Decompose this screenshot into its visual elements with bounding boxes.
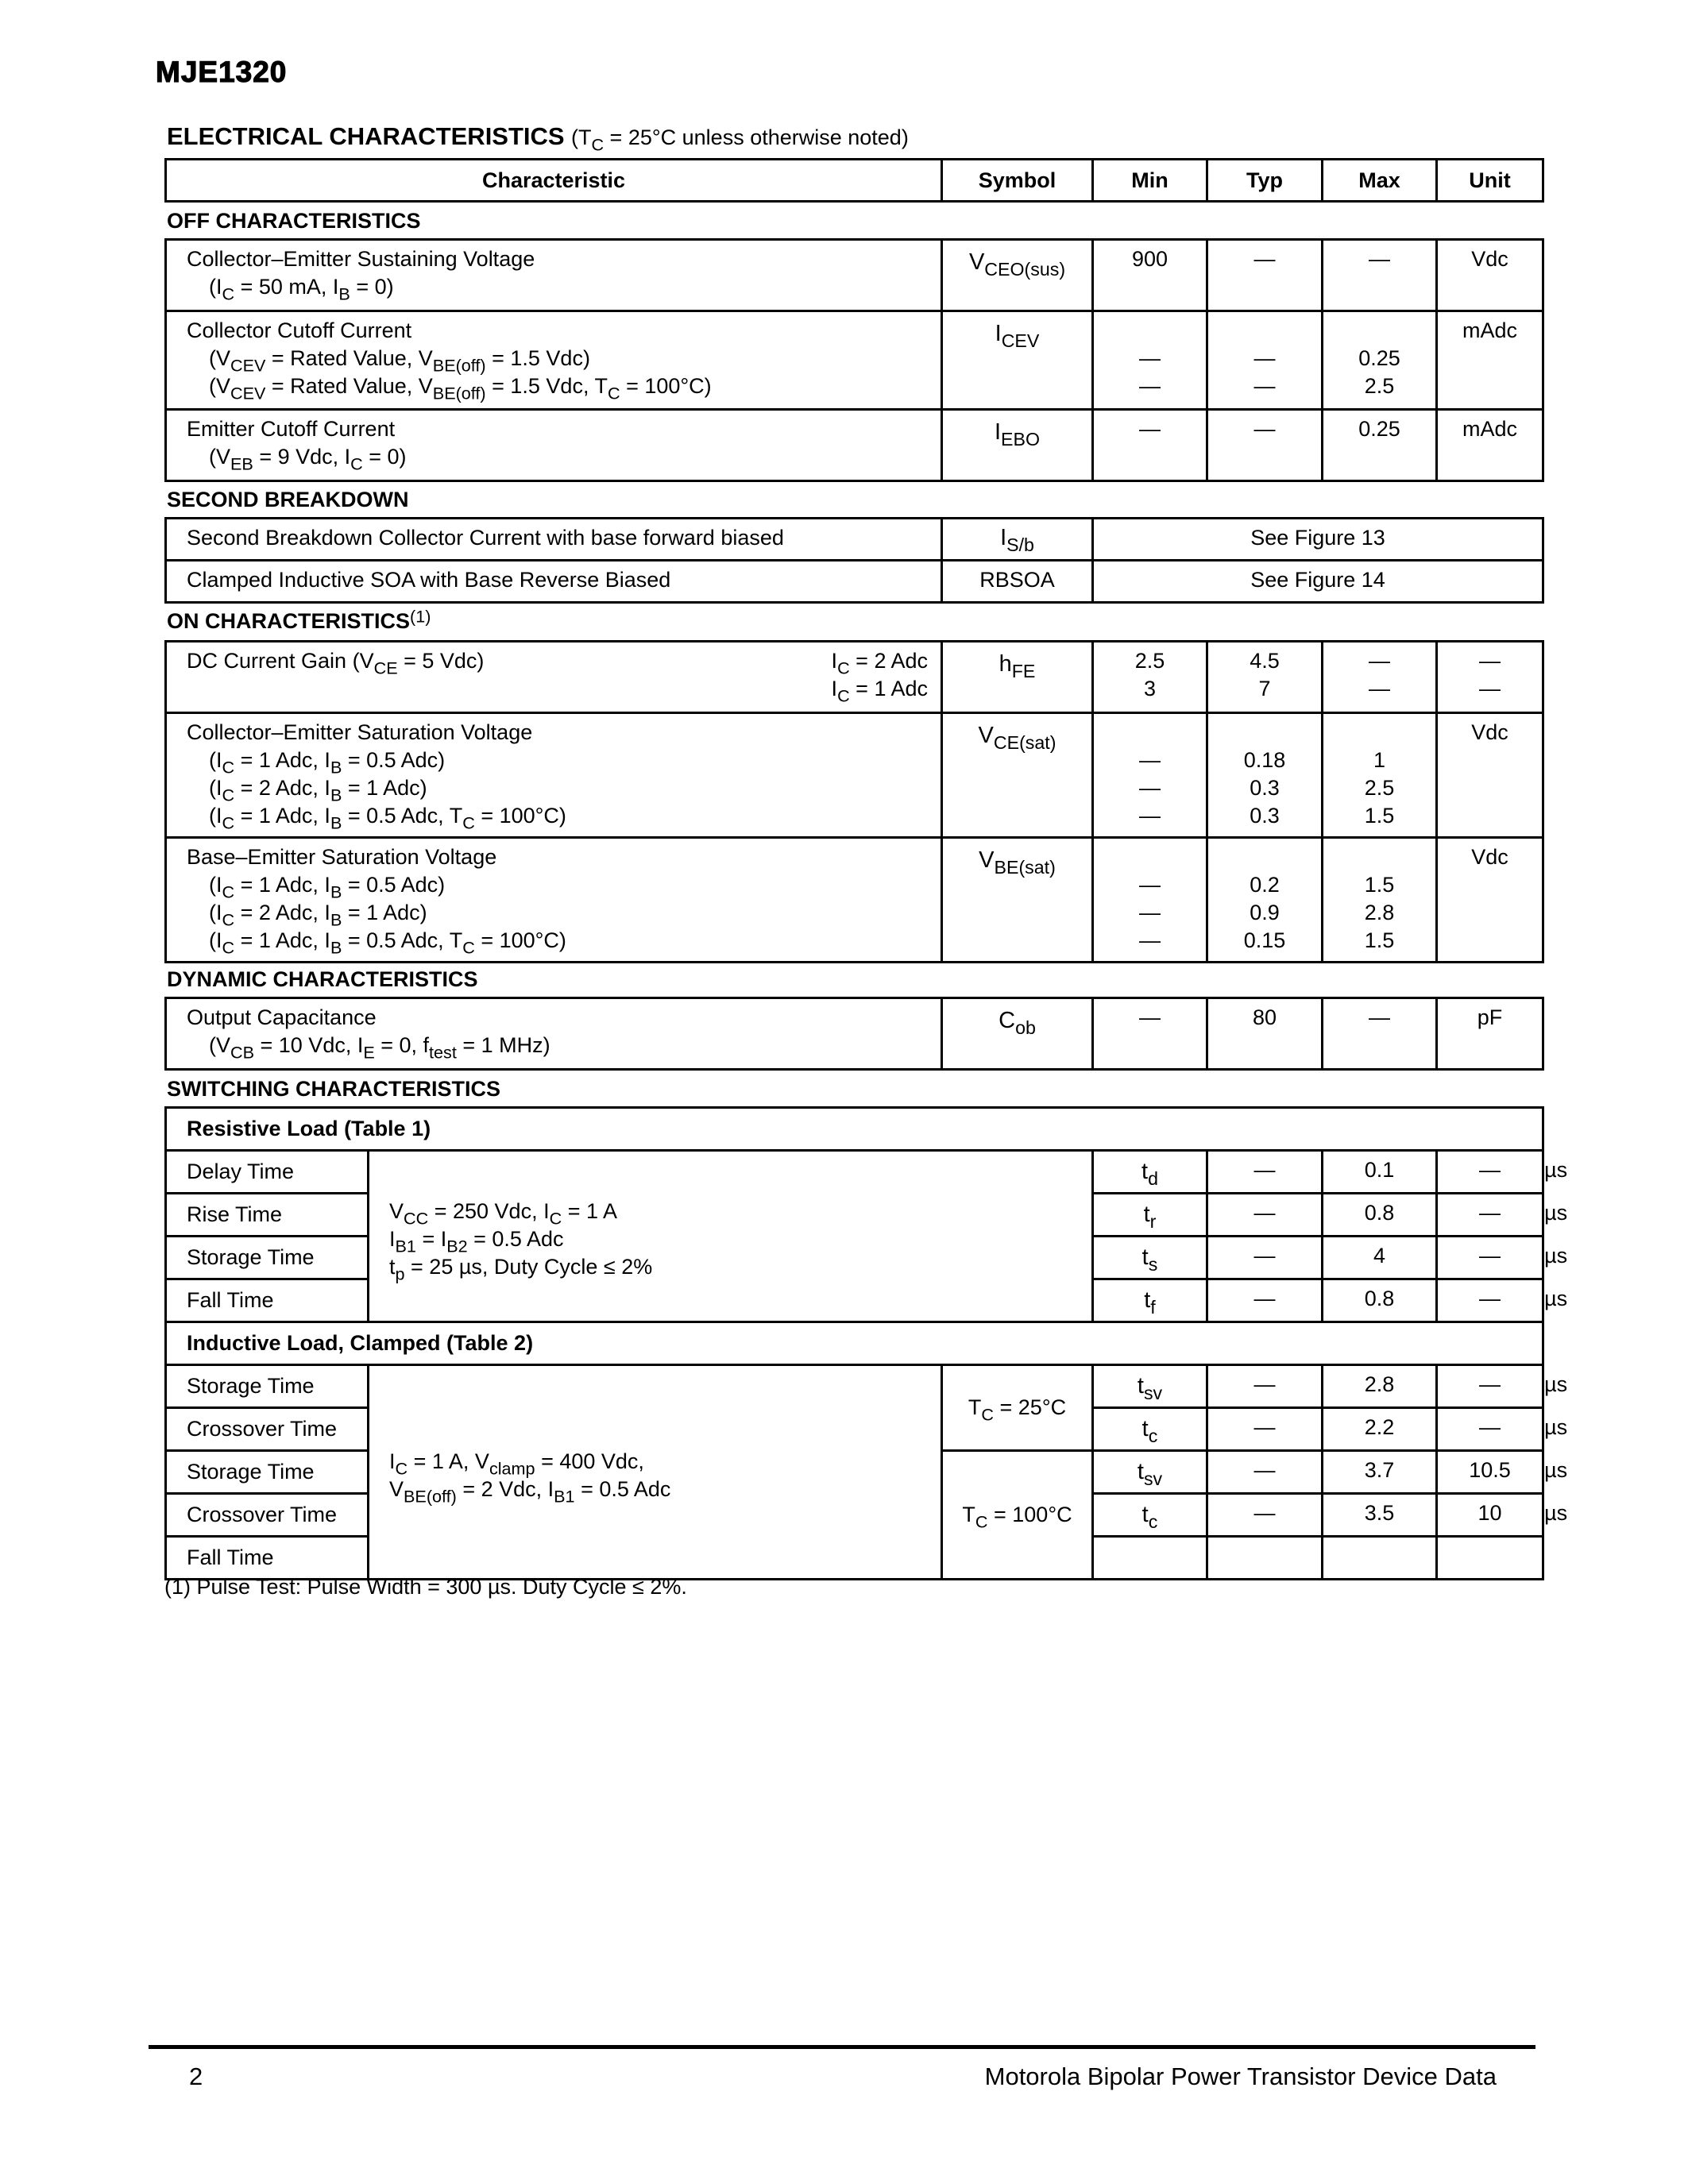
typ-cell: 0.1 [1323, 1151, 1437, 1194]
symbol-cell: $t_c$ [1093, 1494, 1207, 1537]
min-cell: — [1207, 1408, 1323, 1451]
table-row [166, 561, 1543, 603]
table-row: Storage Time $t_s$ — 4 — µs [166, 1237, 1543, 1279]
see-figure-cell: See Figure 14 [1093, 561, 1543, 603]
typ-cell: 0.2 0.9 0.15 [1207, 838, 1323, 963]
section-title: ELECTRICAL CHARACTERISTICS ($T_C = 25^\circ C$ unless otherwise noted) [167, 122, 909, 155]
col-typ: Typ [1207, 160, 1323, 202]
second-breakdown-table [164, 517, 1544, 604]
inductive-load-title: Inductive Load, Clamped (Table 2) [166, 1322, 1543, 1365]
footnote: (1) Pulse Test: Pulse Width = 300 µs. Duty Cycle ≤ 2%. [164, 1575, 687, 1599]
typ-cell: 2.8 [1323, 1365, 1437, 1408]
dynamic-table [164, 997, 1544, 1071]
resistive-conditions: $V_{CC} = 250$ Vdc, $I_C = 1$ A $I_{B1} = I_{B2} = 0.5$ Adc $t_p = 25$ µs, Duty Cycle ≤ 2% [369, 1151, 1093, 1322]
max-cell: — [1323, 240, 1437, 311]
max-cell: 0.25 [1323, 410, 1437, 481]
typ-cell: 4 [1323, 1237, 1437, 1279]
symbol-cell: $t_c$ [1093, 1408, 1207, 1451]
typ-cell: — [1207, 410, 1323, 481]
section-on: ON CHARACTERISTICS$^{(1)}$ [167, 606, 431, 633]
symbol-cell: $V_{CEO(sus)}$ [942, 240, 1093, 311]
table-row [166, 311, 1543, 410]
symbol-cell: $V_{BE(sat)}$ [942, 838, 1093, 963]
characteristic-cell: Second Breakdown Collector Current with base forward biased [166, 519, 942, 561]
table-row: Delay Time $V_{CC} = 250$ Vdc, $I_C = 1$ A $I_{B1} = I_{B2} = 0.5$ Adc $t_p = 25$ µs, Duty Cycle ≤ 2% $t_d$ — 0.1 — µs [166, 1151, 1543, 1194]
page-number: 2 [189, 2062, 203, 2090]
unit-cell: Vdc [1437, 838, 1543, 963]
unit-cell: — — [1437, 642, 1543, 713]
symbol-cell: RBSOA [942, 561, 1093, 603]
symbol-cell: $t_{sv}$ [1093, 1365, 1207, 1408]
typ-cell: — [1207, 240, 1323, 311]
max-cell: — [1323, 998, 1437, 1070]
min-cell: — [1093, 410, 1207, 481]
characteristic-cell: Fall Time [166, 1279, 369, 1322]
table-row: Crossover Time $t_c$ — 3.5 10 µs [166, 1494, 1543, 1537]
symbol-cell: $I_{EBO}$ [942, 410, 1093, 481]
table-row [166, 1322, 1543, 1365]
min-cell: — [1207, 1494, 1323, 1537]
unit-cell: Vdc [1437, 240, 1543, 311]
symbol-cell: $V_{CE(sat)}$ [942, 713, 1093, 838]
col-unit: Unit [1437, 160, 1543, 202]
column-header-table [164, 158, 1544, 203]
max-cell: — [1437, 1237, 1543, 1279]
unit-cell: Vdc [1437, 713, 1543, 838]
characteristic-cell: Fall Time [166, 1537, 369, 1580]
symbol-cell [1093, 1537, 1207, 1580]
section-second-breakdown: SECOND BREAKDOWN [167, 488, 409, 511]
col-symbol: Symbol [942, 160, 1093, 202]
max-cell: — — [1323, 642, 1437, 713]
characteristic-cell: Storage Time [166, 1451, 369, 1494]
min-cell: 2.5 3 [1093, 642, 1207, 713]
characteristic-cell: Emitter Cutoff Current ($V_{EB} = 9$ Vdc, $I_C = 0$) [166, 410, 942, 481]
typ-cell [1323, 1537, 1437, 1580]
table-row: Rise Time $t_r$ — 0.8 — µs [166, 1194, 1543, 1237]
see-figure-cell: See Figure 13 [1093, 519, 1543, 561]
min-cell: 900 [1093, 240, 1207, 311]
table-row [166, 519, 1543, 561]
table-row [166, 642, 1543, 713]
min-cell [1207, 1537, 1323, 1580]
characteristic-cell: Base–Emitter Saturation Voltage ($I_C = 1$ Adc, $I_B = 0.5$ Adc) ($I_C = 2$ Adc, $I_B = 1$ Adc) ($I_C = 1$ Adc, $I_B = 0.5$ Adc, $T_C = 100^\circ C$) [166, 838, 942, 963]
col-max: Max [1323, 160, 1437, 202]
max-cell: — [1437, 1365, 1543, 1408]
typ-cell: 2.2 [1323, 1408, 1437, 1451]
characteristic-cell: Storage Time [166, 1237, 369, 1279]
symbol-cell: $t_r$ [1093, 1194, 1207, 1237]
table-row: Crossover Time $t_c$ — 2.2 — µs [166, 1408, 1543, 1451]
symbol-cell: $h_{FE}$ [942, 642, 1093, 713]
max-cell: — [1437, 1279, 1543, 1322]
min-cell: — [1093, 998, 1207, 1070]
inductive-conditions: $I_C = 1$ A, $V_{clamp} = 400$ Vdc, $V_{BE(off)} = 2$ Vdc, $I_{B1} = 0.5$ Adc [369, 1365, 942, 1580]
min-cell: — [1207, 1151, 1323, 1194]
switching-table [164, 1106, 1568, 1580]
footer-rule [149, 2045, 1535, 2049]
min-cell: — — [1093, 311, 1207, 410]
max-cell: — [1437, 1194, 1543, 1237]
min-cell: — — — [1093, 713, 1207, 838]
part-number: MJE1320 [156, 56, 288, 88]
max-cell: 1.5 2.8 1.5 [1323, 838, 1437, 963]
typ-cell: 4.5 7 [1207, 642, 1323, 713]
min-cell: — [1207, 1451, 1323, 1494]
characteristic-cell: Storage Time [166, 1365, 369, 1408]
symbol-cell: $I_{CEV}$ [942, 311, 1093, 410]
symbol-cell: $t_s$ [1093, 1237, 1207, 1279]
table-row [166, 713, 1543, 838]
table-row: Fall Time $t_f$ — 0.8 — µs [166, 1279, 1543, 1322]
section-off: OFF CHARACTERISTICS [167, 209, 421, 233]
section-switching: SWITCHING CHARACTERISTICS [167, 1077, 500, 1101]
characteristic-cell: Delay Time [166, 1151, 369, 1194]
max-cell: 0.25 2.5 [1323, 311, 1437, 410]
off-table [164, 238, 1544, 482]
typ-cell: 0.8 [1323, 1279, 1437, 1322]
characteristic-cell: Collector–Emitter Saturation Voltage ($I_C = 1$ Adc, $I_B = 0.5$ Adc) ($I_C = 2$ Adc, $I_B = 1$ Adc) ($I_C = 1$ Adc, $I_B = 0.5$ Adc, $T_C = 100^\circ C$) [166, 713, 942, 838]
table-row: Storage Time $T_C = 100^\circ C$ $t_{sv}$ — 3.7 10.5 µs [166, 1451, 1543, 1494]
min-cell: — — — [1093, 838, 1207, 963]
min-cell: — [1207, 1194, 1323, 1237]
characteristic-cell: Clamped Inductive SOA with Base Reverse Biased [166, 561, 942, 603]
resistive-load-title: Resistive Load (Table 1) [166, 1108, 1543, 1151]
symbol-cell: $t_d$ [1093, 1151, 1207, 1194]
tc-100-cell: $T_C = 100^\circ C$ [942, 1451, 1093, 1580]
max-cell: — [1437, 1408, 1543, 1451]
characteristic-cell: Crossover Time [166, 1408, 369, 1451]
table-row: Storage Time $I_C = 1$ A, $V_{clamp} = 400$ Vdc, $V_{BE(off)} = 2$ Vdc, $I_{B1} = 0.5$ Adc $T_C = 25^\circ C$ $t_{sv}$ — 2.8 — µs [166, 1365, 1543, 1408]
symbol-cell: $t_f$ [1093, 1279, 1207, 1322]
min-cell: — [1207, 1365, 1323, 1408]
table-row [166, 410, 1543, 481]
typ-cell: 3.7 [1323, 1451, 1437, 1494]
characteristic-cell: Collector–Emitter Sustaining Voltage ($I_C = 50$ mA, $I_B = 0$) [166, 240, 942, 311]
publisher: Motorola Bipolar Power Transistor Device Data [984, 2062, 1497, 2090]
unit-cell: pF [1437, 998, 1543, 1070]
max-cell: 10 [1437, 1494, 1543, 1537]
max-cell: 10.5 [1437, 1451, 1543, 1494]
table-row [166, 838, 1543, 963]
col-characteristic: Characteristic [166, 160, 942, 202]
typ-cell: 0.8 [1323, 1194, 1437, 1237]
table-row [166, 998, 1543, 1070]
symbol-cell: $t_{sv}$ [1093, 1451, 1207, 1494]
characteristic-cell: Rise Time [166, 1194, 369, 1237]
typ-cell: 80 [1207, 998, 1323, 1070]
col-min: Min [1093, 160, 1207, 202]
on-table [164, 640, 1544, 963]
characteristic-cell: Collector Cutoff Current ($V_{CEV}$ = Rated Value, $V_{BE(off)} = 1.5$ Vdc) ($V_{CEV}$ = Rated Value, $V_{BE(off)} = 1.5$ Vdc, $T_C = 100^\circ C$) [166, 311, 942, 410]
unit-cell: mAdc [1437, 311, 1543, 410]
symbol-cell: $I_{S/b}$ [942, 519, 1093, 561]
max-cell: — [1437, 1151, 1543, 1194]
characteristic-cell: Crossover Time [166, 1494, 369, 1537]
min-cell: — [1207, 1279, 1323, 1322]
characteristic-cell: Output Capacitance ($V_{CB} = 10$ Vdc, $I_E = 0$, $f_{test} = 1$ MHz) [166, 998, 942, 1070]
characteristic-cell: DC Current Gain ($V_{CE} = 5$ Vdc) $I_C = 2$ Adc $I_C = 1$ Adc [166, 642, 942, 713]
typ-cell: 0.18 0.3 0.3 [1207, 713, 1323, 838]
symbol-cell: $C_{ob}$ [942, 998, 1093, 1070]
table-row [166, 1108, 1543, 1151]
min-cell: — [1207, 1237, 1323, 1279]
typ-cell: — — [1207, 311, 1323, 410]
section-dynamic: DYNAMIC CHARACTERISTICS [167, 967, 478, 991]
max-cell [1437, 1537, 1543, 1580]
unit-cell: mAdc [1437, 410, 1543, 481]
table-row [166, 240, 1543, 311]
max-cell: 1 2.5 1.5 [1323, 713, 1437, 838]
typ-cell: 3.5 [1323, 1494, 1437, 1537]
tc-25-cell: $T_C = 25^\circ C$ [942, 1365, 1093, 1451]
